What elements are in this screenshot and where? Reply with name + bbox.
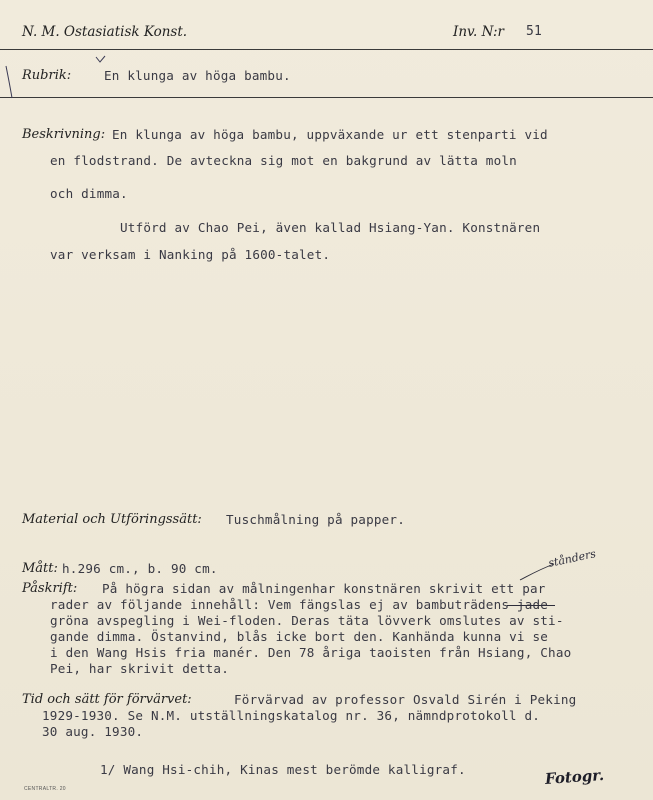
beskrivning-line-5: var verksam i Nanking på 1600-talet.: [50, 247, 331, 262]
forvarv-line-2: 1929-1930. Se N.M. utställningskatalog nr. 36, nämndprotokoll d.: [42, 708, 541, 723]
paskrift-label: Påskrift:: [22, 581, 78, 596]
paskrift-line-5: i den Wang Hsis fria manér. Den 78 åriga taoisten från Hsiang, Chao: [50, 645, 572, 660]
handwritten-fotogr: Fotogr.: [544, 765, 605, 789]
tick-mark-icon: [94, 55, 108, 65]
correction-stroke-icon: [518, 562, 558, 582]
material-label: Material och Utföringssätt:: [22, 512, 202, 527]
beskrivning-line-4: Utförd av Chao Pei, även kallad Hsiang-Yan. Konstnären: [120, 220, 541, 235]
header-rule-top: [0, 49, 653, 50]
forvarv-line-3: 30 aug. 1930.: [42, 724, 144, 739]
check-mark-icon: [4, 62, 18, 102]
rubrik-label: Rubrik:: [22, 68, 72, 83]
material-value: Tuschmålning på papper.: [226, 512, 405, 527]
rubrik-value: En klunga av höga bambu.: [104, 68, 291, 83]
paskrift-line-4: gande dimma. Östanvind, blås icke bort den. Kanhända kunna vi se: [50, 629, 549, 644]
matt-label: Mått:: [22, 561, 58, 576]
inv-number: 51: [526, 24, 543, 39]
paskrift-line-3: gröna avspegling i Wei-floden. Deras täta lövverk omslutes av sti-: [50, 613, 564, 628]
matt-value: h.296 cm., b. 90 cm.: [62, 561, 218, 576]
paskrift-line-6: Pei, har skrivit detta.: [50, 661, 229, 676]
footnote: 1/ Wang Hsi-chih, Kinas mest berömde kalligraf.: [100, 762, 466, 777]
forvarv-label: Tid och sätt för förvärvet:: [22, 692, 192, 707]
handwritten-correction: stånders: [547, 547, 597, 570]
paskrift-line-1: På högra sidan av målningenhar konstnären skrivit ett par: [102, 581, 546, 596]
beskrivning-line-3: och dimma.: [50, 186, 128, 201]
header-rule-bottom: [0, 97, 653, 98]
beskrivning-label: Beskrivning:: [22, 127, 106, 142]
strikethrough-line: [507, 605, 555, 606]
beskrivning-line-2: en flodstrand. De avteckna sig mot en bakgrund av lätta moln: [50, 153, 517, 168]
paskrift-line-2: rader av följande innehåll: Vem fängslas ej av bambuträdens jade-: [50, 597, 556, 612]
printer-mark: CENTRALTR. 20: [24, 786, 66, 792]
forvarv-line-1: Förvärvad av professor Osvald Sirén i Peking: [234, 692, 577, 707]
inv-label: Inv. N:r: [453, 24, 504, 40]
museum-name: N. M. Ostasiatisk Konst.: [22, 24, 188, 40]
beskrivning-line-1: En klunga av höga bambu, uppväxande ur ett stenparti vid: [112, 127, 548, 142]
